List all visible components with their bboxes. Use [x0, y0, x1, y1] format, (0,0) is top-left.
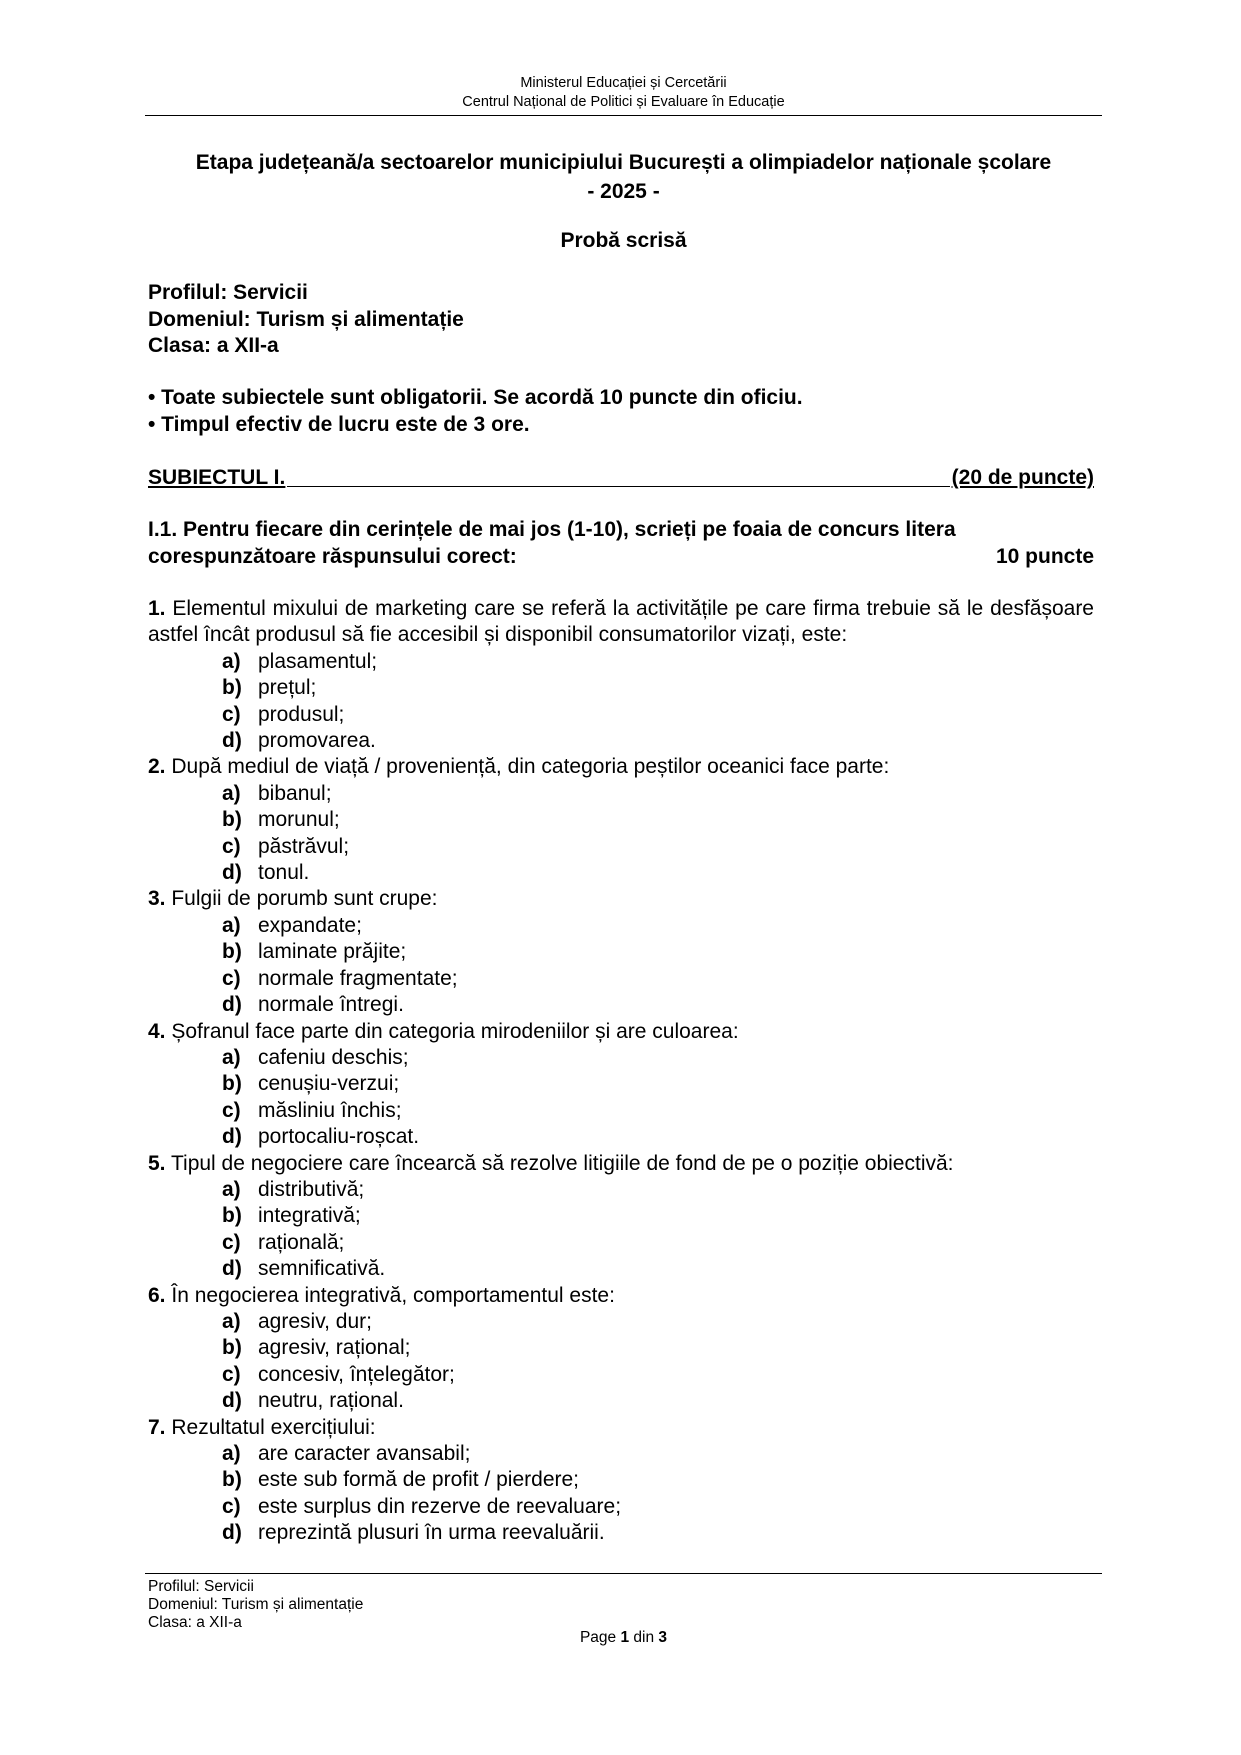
- option-text: păstrăvul;: [258, 834, 350, 858]
- option-text: rațională;: [258, 1230, 345, 1254]
- answer-option: [148, 1494, 1094, 1520]
- option-letter: b): [222, 676, 242, 700]
- question-stem: [148, 1415, 1094, 1441]
- option-text: concesiv, înțelegător;: [258, 1362, 455, 1386]
- answer-option: [148, 1203, 1094, 1229]
- option-text: reprezintă plusuri în urma reevaluării.: [258, 1521, 605, 1545]
- option-letter: a): [222, 1177, 241, 1201]
- exam-type: Probă scrisă: [560, 229, 687, 252]
- option-text: are caracter avansabil;: [258, 1442, 471, 1465]
- instruction-line-2-row: [148, 544, 1094, 571]
- answer-option: [148, 1177, 1094, 1203]
- question-number: 1.: [148, 597, 166, 620]
- option-letter: c): [222, 1494, 241, 1518]
- page-total: 3: [658, 1629, 668, 1646]
- instruction-line-2: corespunzătoare răspunsului corect:: [148, 544, 517, 568]
- question-text: Elementul mixului de marketing care se referă la activitățile pe care firma trebuie să le desfășoare astfel încât produsul să fie accesibil și disponibil consumatorilor vizați, este:: [148, 597, 1094, 647]
- option-letter: a): [222, 1045, 241, 1069]
- rule-mandatory: • Toate subiectele sunt obligatorii. Se acordă 10 puncte din oficiu.: [148, 386, 803, 409]
- answer-option: [148, 728, 1094, 754]
- option-text: portocaliu-roșcat.: [258, 1125, 420, 1149]
- option-text: prețul;: [258, 676, 317, 700]
- option-letter: c): [222, 1098, 241, 1122]
- option-letter: b): [222, 1204, 242, 1228]
- answer-option: [148, 1520, 1094, 1546]
- answer-option: [148, 1335, 1094, 1361]
- center-name: Centrul Național de Politici și Evaluare în Educație: [462, 94, 785, 110]
- question-stem: [148, 1283, 1094, 1309]
- option-text: normale întregi.: [258, 993, 404, 1017]
- option-letter: d): [222, 861, 242, 885]
- question-text: În negocierea integrativă, comportamentul este:: [171, 1283, 615, 1307]
- option-letter: d): [222, 993, 242, 1017]
- answer-option: [148, 1309, 1094, 1335]
- answer-option: [148, 1124, 1094, 1150]
- option-text: promovarea.: [258, 729, 376, 753]
- option-text: distributivă;: [258, 1177, 365, 1201]
- page-number: [145, 1629, 1102, 1647]
- option-text: plasamentul;: [258, 649, 378, 673]
- answer-option: [148, 1071, 1094, 1097]
- question-number: 5.: [148, 1151, 166, 1175]
- subject-heading: [148, 465, 1094, 491]
- subject-name: SUBIECTUL I.: [148, 466, 286, 489]
- option-text: normale fragmentate;: [258, 966, 458, 990]
- answer-option: [148, 913, 1094, 939]
- option-letter: c): [222, 702, 241, 726]
- option-text: cenușiu-verzui;: [258, 1072, 400, 1096]
- profile-line: Profilul: Servicii: [148, 281, 308, 304]
- question-text: Rezultatul exercițiului:: [171, 1415, 376, 1439]
- option-letter: a): [222, 1442, 241, 1465]
- answer-option: [148, 807, 1094, 833]
- answer-option: [148, 1467, 1094, 1493]
- title-line-1: Etapa județeană/a sectoarelor municipiului București a olimpiadelor naționale școlare: [195, 151, 1052, 174]
- footer-divider: [145, 1573, 1102, 1574]
- option-letter: a): [222, 1309, 241, 1333]
- answer-option: [148, 1098, 1094, 1124]
- option-letter: d): [222, 1521, 242, 1545]
- option-letter: b): [222, 808, 242, 832]
- footer-class: Clasa: a XII-a: [148, 1614, 242, 1631]
- class-line: Clasa: a XII-a: [148, 334, 279, 357]
- option-letter: d): [222, 1389, 242, 1413]
- answer-option: [148, 860, 1094, 886]
- option-letter: b): [222, 1336, 242, 1360]
- option-text: agresiv, rațional;: [258, 1336, 411, 1360]
- answer-option: [148, 1362, 1094, 1388]
- option-letter: a): [222, 649, 241, 673]
- option-text: semnificativă.: [258, 1257, 386, 1281]
- answer-option: [148, 675, 1094, 701]
- option-letter: c): [222, 1362, 241, 1386]
- answer-option: [148, 1045, 1094, 1071]
- option-text: produsul;: [258, 702, 345, 726]
- footer-profile: Profilul: Servicii: [148, 1578, 254, 1595]
- instruction-line-1: I.1. Pentru fiecare din cerințele de mai jos (1-10), scrieți pe foaia de concurs litera: [148, 518, 956, 541]
- profile-block: [148, 280, 464, 360]
- question-number: 7.: [148, 1415, 166, 1439]
- answer-option: [148, 702, 1094, 728]
- instruction-points: 10 puncte: [995, 544, 1094, 568]
- option-text: agresiv, dur;: [258, 1309, 372, 1333]
- question-number: 6.: [148, 1283, 166, 1307]
- subject-underline: [287, 465, 949, 487]
- ministry-name: Ministerul Educației și Cercetării: [520, 75, 727, 91]
- rule-time: • Timpul efectiv de lucru este de 3 ore.: [148, 412, 530, 436]
- option-text: tonul.: [258, 861, 310, 885]
- option-text: expandate;: [258, 913, 362, 937]
- option-text: morunul;: [258, 808, 340, 832]
- option-letter: c): [222, 834, 241, 858]
- question-text: Șofranul face parte din categoria mirodeniilor și are culoarea:: [171, 1019, 739, 1043]
- header-divider: [145, 115, 1102, 116]
- title-year: - 2025 -: [587, 180, 660, 203]
- option-text: bibanul;: [258, 781, 332, 805]
- question-text: Tipul de negociere care încearcă să rezolve litigiile de fond de pe o poziție obiectivă:: [170, 1151, 954, 1175]
- option-text: măsliniu închis;: [258, 1098, 402, 1122]
- option-letter: b): [222, 940, 242, 964]
- answer-option: [148, 1256, 1094, 1282]
- page-header: [145, 74, 1102, 112]
- answer-option: [148, 649, 1094, 675]
- option-letter: a): [222, 781, 241, 805]
- option-text: neutru, rațional.: [258, 1389, 404, 1413]
- page-current: 1: [620, 1629, 630, 1646]
- question-stem: [148, 754, 1094, 780]
- option-letter: d): [222, 1257, 242, 1281]
- answer-option: [148, 1230, 1094, 1256]
- question-number: 3.: [148, 887, 166, 911]
- option-letter: b): [222, 1072, 242, 1096]
- question-number: 2.: [148, 755, 166, 779]
- footer-domain: Domeniul: Turism și alimentație: [148, 1596, 364, 1613]
- document-title: [145, 148, 1102, 206]
- answer-option: [148, 1441, 1094, 1467]
- option-text: laminate prăjite;: [258, 940, 407, 964]
- subject-points: (20 de puncte): [951, 466, 1094, 489]
- question-text: După mediul de viață / proveniență, din categoria peștilor oceanici face parte:: [171, 755, 890, 779]
- answer-option: [148, 781, 1094, 807]
- questions-list: [148, 596, 1094, 1547]
- instruction: [148, 517, 1094, 570]
- option-letter: a): [222, 913, 241, 937]
- option-text: este surplus din rezerve de reevaluare;: [258, 1494, 622, 1518]
- option-letter: d): [222, 729, 242, 753]
- page-footer: [148, 1578, 363, 1632]
- option-text: integrativă;: [258, 1204, 361, 1228]
- question-stem: [148, 886, 1094, 912]
- rules-block: [148, 385, 803, 438]
- option-letter: b): [222, 1468, 242, 1492]
- answer-option: [148, 834, 1094, 860]
- question-number: 4.: [148, 1019, 166, 1043]
- page-of: din: [633, 1629, 655, 1646]
- answer-option: [148, 992, 1094, 1018]
- answer-option: [148, 966, 1094, 992]
- question-text: Fulgii de porumb sunt crupe:: [171, 887, 438, 911]
- question-stem: [148, 1151, 1094, 1177]
- option-text: cafeniu deschis;: [258, 1045, 409, 1069]
- option-letter: d): [222, 1125, 242, 1149]
- answer-option: [148, 939, 1094, 965]
- question-stem: [148, 1019, 1094, 1045]
- option-letter: c): [222, 966, 241, 990]
- question-stem: [148, 596, 1094, 649]
- page-label: Page: [579, 1629, 617, 1646]
- option-letter: c): [222, 1230, 241, 1254]
- option-text: este sub formă de profit / pierdere;: [258, 1468, 579, 1492]
- domain-line: Domeniul: Turism și alimentație: [148, 307, 464, 331]
- answer-option: [148, 1388, 1094, 1414]
